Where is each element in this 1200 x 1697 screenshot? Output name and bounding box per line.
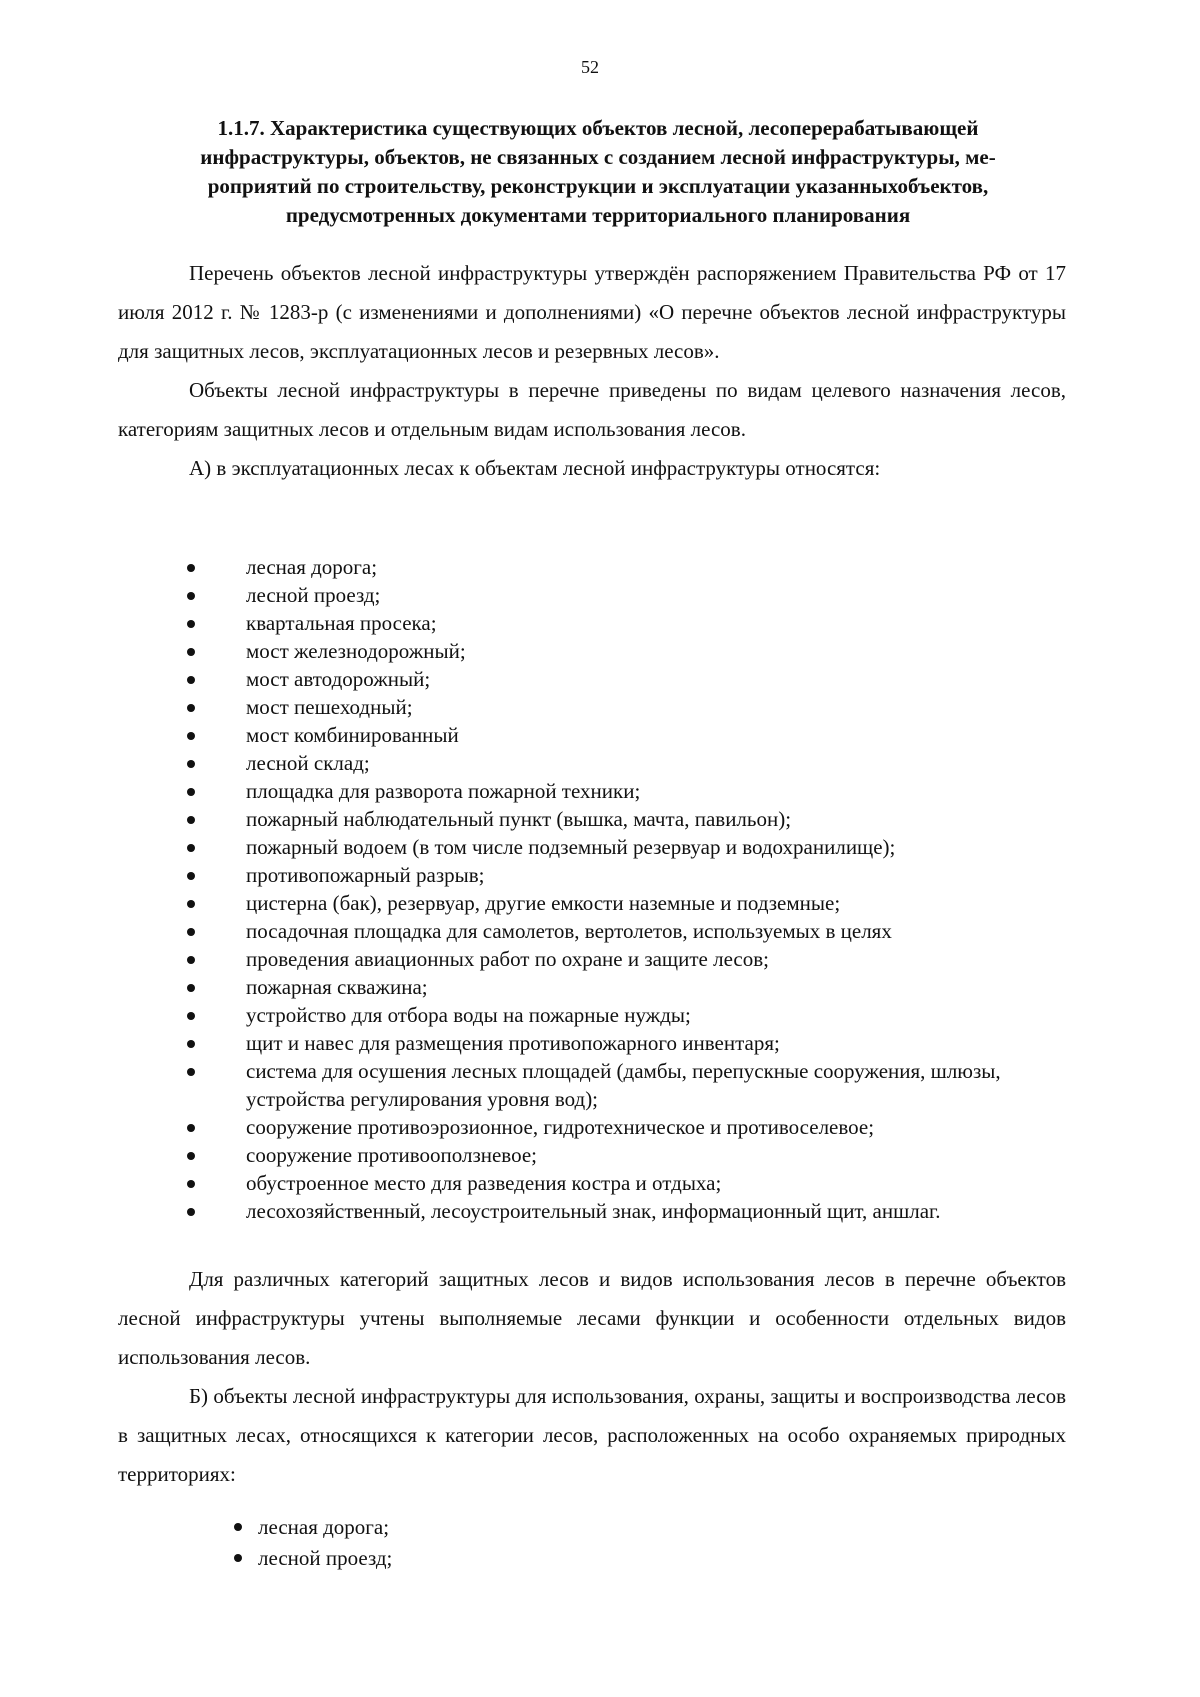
list-item bbox=[246, 889, 1076, 917]
list-item bbox=[258, 1543, 958, 1574]
list-item-text: мост автодорожный; bbox=[246, 667, 431, 691]
list-item-text: обустроенное место для разведения костра и отдыха; bbox=[246, 1171, 722, 1195]
list-item-text: щит и навес для размещения противопожарного инвентаря; bbox=[246, 1031, 780, 1055]
list-item bbox=[246, 721, 1076, 749]
page-number: 52 bbox=[581, 57, 599, 77]
list-item-text: устройство для отбора воды на пожарные нужды; bbox=[246, 1003, 691, 1027]
bullet-icon bbox=[187, 844, 195, 852]
paragraph: Объекты лесной инфраструктуры в перечне приведены по видам целевого назначения лесов, категориям защитных лесов и отдельным видам использования лесов. bbox=[118, 378, 1066, 441]
list-item-text: посадочная площадка для самолетов, вертолетов, используемых в целях bbox=[246, 919, 892, 943]
list-item bbox=[246, 833, 1076, 861]
section-title bbox=[128, 114, 1068, 230]
bullet-icon bbox=[234, 1554, 242, 1562]
list-item-text: сооружение противооползневое; bbox=[246, 1143, 537, 1167]
bullet-icon bbox=[187, 676, 195, 684]
bullet-icon bbox=[187, 816, 195, 824]
bullet-icon bbox=[187, 1180, 195, 1188]
list-item bbox=[246, 805, 1076, 833]
list-item-text: проведения авиационных работ по охране и защите лесов; bbox=[246, 947, 769, 971]
bullet-icon bbox=[187, 900, 195, 908]
list-item-text: лесохозяйственный, лесоустроительный знак, информационный щит, аншлаг. bbox=[246, 1199, 941, 1223]
bullet-icon bbox=[187, 1152, 195, 1160]
bullet-icon bbox=[187, 1040, 195, 1048]
list-item bbox=[246, 693, 1076, 721]
middle-text bbox=[118, 1260, 1066, 1494]
bullet-icon bbox=[187, 788, 195, 796]
list-item-text: сооружение противоэрозионное, гидротехническое и противоселевое; bbox=[246, 1115, 875, 1139]
list-item-text: лесная дорога; bbox=[246, 555, 378, 579]
list-item bbox=[246, 861, 1076, 889]
list-item-text: противопожарный разрыв; bbox=[246, 863, 485, 887]
list-item-text: квартальная просека; bbox=[246, 611, 437, 635]
list-item bbox=[246, 777, 1076, 805]
bullet-icon bbox=[187, 648, 195, 656]
section-title-line: инфраструктуры, объектов, не связанных с созданием лесной инфраструктуры, ме- bbox=[200, 145, 996, 169]
list-item-text: лесной склад; bbox=[246, 751, 370, 775]
list-item-text: площадка для разворота пожарной техники; bbox=[246, 779, 641, 803]
bullet-icon bbox=[187, 956, 195, 964]
bullet-icon bbox=[187, 564, 195, 572]
section-title-line: роприятий по строительству, реконструкции и эксплуатации указанныхобъектов, bbox=[207, 174, 989, 198]
list-item bbox=[258, 1512, 958, 1543]
list-item bbox=[246, 1141, 1076, 1169]
bullet-icon bbox=[187, 984, 195, 992]
bullet-icon bbox=[187, 928, 195, 936]
bullet-icon bbox=[187, 760, 195, 768]
bullet-icon bbox=[187, 620, 195, 628]
list-item-text: мост пешеходный; bbox=[246, 695, 413, 719]
bullet-icon bbox=[187, 1068, 195, 1076]
list-item bbox=[246, 553, 1076, 581]
bullet-icon bbox=[187, 592, 195, 600]
list-item-text: система для осушения лесных площадей (дамбы, перепускные сооружения, шлюзы, устройства регулирования уровня вод); bbox=[246, 1059, 1001, 1111]
list-item bbox=[246, 581, 1076, 609]
bullet-icon bbox=[187, 1208, 195, 1216]
bullet-icon bbox=[187, 1124, 195, 1132]
list-item-text: лесная дорога; bbox=[258, 1515, 390, 1539]
list-item bbox=[246, 1169, 1076, 1197]
list-item-text: лесной проезд; bbox=[246, 583, 381, 607]
objects-list-b bbox=[258, 1512, 958, 1574]
intro-text bbox=[118, 254, 1066, 488]
list-item bbox=[246, 637, 1076, 665]
list-item bbox=[246, 749, 1076, 777]
paragraph: Перечень объектов лесной инфраструктуры утверждён распоряжением Правительства РФ от 17 июля 2012 г. № 1283-р (с изменениями и дополнениями) «О перечне объектов лесной инфраструктуры для защитных лесов, эксплуатационных лесов и резервных лесов». bbox=[118, 261, 1066, 363]
list-item bbox=[246, 1001, 1076, 1029]
list-item-text: пожарный наблюдательный пункт (вышка, мачта, павильон); bbox=[246, 807, 792, 831]
list-item bbox=[246, 945, 1076, 973]
list-item-text: лесной проезд; bbox=[258, 1546, 393, 1570]
section-title-line: предусмотренных документами территориального планирования bbox=[285, 203, 911, 227]
paragraph: А) в эксплуатационных лесах к объектам лесной инфраструктуры относятся: bbox=[189, 456, 881, 480]
bullet-icon bbox=[187, 732, 195, 740]
paragraph: Б) объекты лесной инфраструктуры для использования, охраны, защиты и воспроизводства лесов в защитных лесах, относящихся к категории лесов, расположенных на особо охраняемых природных территориях: bbox=[118, 1384, 1066, 1486]
list-item bbox=[246, 1057, 1076, 1113]
bullet-icon bbox=[187, 872, 195, 880]
list-item-text: цистерна (бак), резервуар, другие емкости наземные и подземные; bbox=[246, 891, 841, 915]
list-item bbox=[246, 609, 1076, 637]
paragraph: Для различных категорий защитных лесов и видов использования лесов в перечне объектов лесной инфраструктуры учтены выполняемые лесами функции и особенности отдельных видов использования лесов. bbox=[118, 1267, 1066, 1369]
list-item-text: пожарная скважина; bbox=[246, 975, 428, 999]
section-title-line: 1.1.7. Характеристика существующих объектов лесной, лесоперерабатывающей bbox=[217, 116, 979, 140]
list-item bbox=[246, 1113, 1076, 1141]
list-item-text: мост комбинированный bbox=[246, 723, 459, 747]
bullet-icon bbox=[187, 1012, 195, 1020]
list-item bbox=[246, 973, 1076, 1001]
list-item bbox=[246, 1029, 1076, 1057]
objects-list-a bbox=[246, 553, 1076, 1225]
list-item bbox=[246, 1197, 1076, 1225]
list-item bbox=[246, 917, 1076, 945]
list-item-text: мост железнодорожный; bbox=[246, 639, 466, 663]
bullet-icon bbox=[234, 1523, 242, 1531]
bullet-icon bbox=[187, 704, 195, 712]
list-item bbox=[246, 665, 1076, 693]
list-item-text: пожарный водоем (в том числе подземный резервуар и водохранилище); bbox=[246, 835, 896, 859]
